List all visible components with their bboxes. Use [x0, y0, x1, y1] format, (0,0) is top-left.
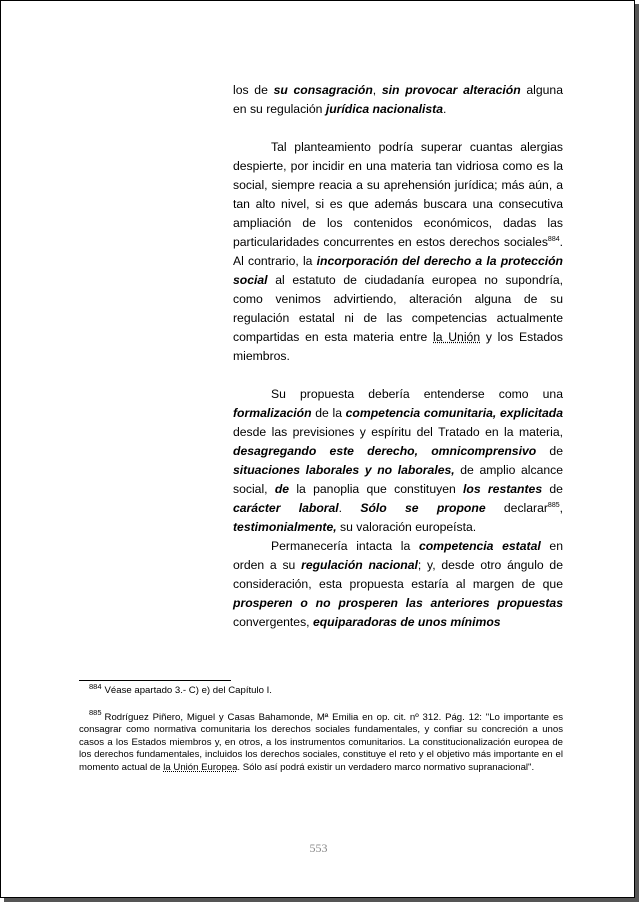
text-run: ; y, desde otro ángulo de consideración, esta propuesta estaría al margen de que	[233, 558, 563, 591]
emphasis-run: competencia comunitaria, explicitada	[345, 406, 563, 420]
emphasis-run: desagregando este derecho, omnicomprensivo	[233, 444, 537, 458]
text-run: alguna en su regulación	[233, 83, 563, 116]
emphasis-run: jurídica nacionalista	[325, 102, 444, 116]
text-run: de	[536, 444, 563, 458]
text-run: de la	[311, 406, 346, 420]
emphasis-run: testimonialmente,	[233, 520, 337, 534]
text-run: . Al contrario, la	[233, 235, 563, 268]
text-run: su valoración europeísta.	[336, 520, 477, 534]
footnote-text: Rodríguez Piñero, Miguel y Casas Bahamonde, Mª Emilia en op. cit. nº 312. Pág. 12: "Lo importante es consagrar como normativa comunitaria los derechos sociales fundamentales, y confiar su concreción a unos casos a los Estados miembros y, en otros, a los instrumentos comunitarios. La constitucionalización europea de los derechos fundamentales, incluidos los derechos sociales, constituye el reto y el objetivo más importante en el momento actual de	[79, 711, 563, 773]
emphasis-run: los restantes	[463, 482, 543, 496]
text-run: los de	[233, 83, 274, 97]
text-run: convergentes,	[233, 615, 313, 629]
emphasis-run: equiparadoras de unos mínimos	[312, 615, 501, 629]
emphasis-run: competencia estatal	[418, 539, 541, 553]
footnote-ref-884[interactable]: 884	[547, 235, 560, 243]
underlined-term: la Unión	[433, 330, 481, 344]
text-run: de	[542, 482, 563, 496]
emphasis-run: carácter laboral	[233, 501, 339, 515]
text-run: .	[443, 102, 447, 116]
text-run: y los Estados miembros.	[233, 330, 564, 363]
body-text	[233, 81, 563, 632]
footnote-number: 884	[89, 681, 102, 691]
text-run: Permanecería intacta la	[271, 539, 419, 553]
text-run: la panoplia que constituyen	[289, 482, 464, 496]
footnote-separator	[79, 680, 231, 681]
footnotes	[79, 681, 563, 774]
footnote-number: 885	[89, 708, 102, 718]
paragraph-2	[233, 138, 563, 366]
paragraph-4	[233, 537, 563, 632]
page-number: 553	[309, 841, 328, 855]
text-run: en orden a su	[233, 539, 563, 572]
text-run: ,	[372, 83, 382, 97]
emphasis-run: de	[274, 482, 290, 496]
text-run: al estatuto de ciudadanía europea no supondría, como venimos advirtiendo, alteración alguna de su regulación estatal ni de las competencias actualmente compartidas en esta materia entre	[233, 273, 563, 344]
emphasis-run: su consagración	[273, 83, 373, 97]
paragraph-3	[233, 385, 563, 537]
emphasis-run: sin provocar alteración	[381, 83, 521, 97]
text-run: desde las previsiones y espíritu del Tratado en la materia,	[233, 425, 563, 439]
text-run: .	[338, 501, 361, 515]
text-run: Su propuesta debería entenderse como una	[271, 387, 563, 401]
text-run: ,	[559, 501, 563, 515]
text-run: declarar	[485, 501, 548, 515]
footnote-ref-885[interactable]: 885	[547, 501, 560, 509]
footnote-text: Véase apartado 3.- C) e) del Capítulo I.	[104, 685, 272, 696]
emphasis-run: formalización	[233, 406, 312, 420]
emphasis-run: prosperen o no prosperen las anteriores propuestas	[233, 596, 563, 610]
footnote-885	[79, 708, 563, 775]
emphasis-run: situaciones laborales y no laborales,	[233, 463, 455, 477]
text-run: de amplio alcance social,	[233, 463, 564, 496]
underlined-term: la Unión Europea	[163, 761, 238, 773]
footnote-884	[79, 681, 563, 698]
paragraph-1	[233, 81, 563, 119]
emphasis-run: regulación nacional	[301, 558, 418, 572]
footnote-text: . Sólo así podrá existir un verdadero marco normativo supranacional".	[237, 761, 535, 773]
text-run: Tal planteamiento podría superar cuantas alergias despierte, por incidir en una materia tan vidriosa como es la social, siempre reacia a su aprehensión jurídica; más aún, a tan alto nivel, si es que además buscara una consecutiva ampliación de los contenidos económicos, dadas las particularidades concurrentes en estos derechos sociales	[233, 140, 563, 249]
emphasis-run: incorporación del derecho a la protección social	[233, 254, 563, 287]
emphasis-run: Sólo se propone	[360, 501, 486, 515]
